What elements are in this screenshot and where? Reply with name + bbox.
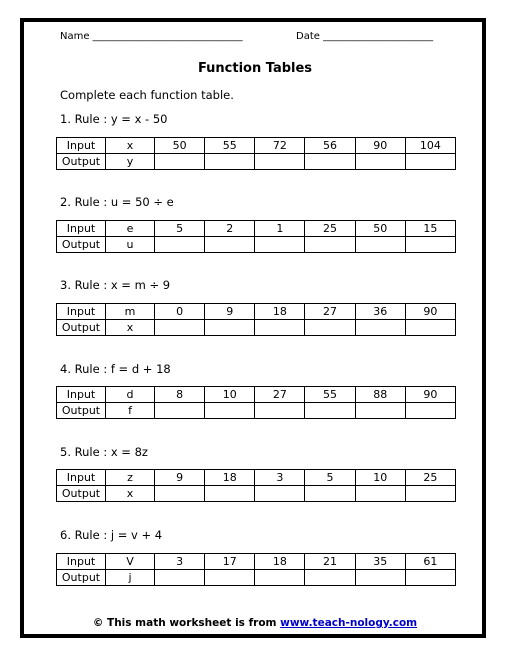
input-cell: 50	[155, 138, 205, 154]
output-cell[interactable]	[205, 570, 255, 586]
input-cell: 9	[205, 304, 255, 320]
input-row	[57, 387, 456, 403]
output-cell[interactable]	[355, 320, 405, 336]
footer-link[interactable]: www.teach-nology.com	[280, 617, 418, 629]
input-label: Input	[57, 221, 106, 237]
input-cell: 104	[405, 138, 455, 154]
output-cell[interactable]	[355, 154, 405, 170]
input-cell: 8	[155, 387, 205, 403]
input-cell: 10	[355, 470, 405, 486]
instructions: Complete each function table.	[60, 88, 234, 102]
input-variable: z	[106, 470, 155, 486]
rule-5: 5. Rule : x = 8z	[60, 445, 148, 459]
output-cell[interactable]	[405, 320, 455, 336]
input-cell: 3	[155, 554, 205, 570]
output-variable: x	[106, 320, 155, 336]
input-cell: 50	[355, 221, 405, 237]
output-cell[interactable]	[305, 154, 355, 170]
output-label: Output	[57, 403, 106, 419]
input-cell: 55	[205, 138, 255, 154]
output-cell[interactable]	[405, 570, 455, 586]
output-cell[interactable]	[305, 486, 355, 502]
input-cell: 90	[405, 387, 455, 403]
input-cell: 2	[205, 221, 255, 237]
input-row	[57, 221, 456, 237]
rule-3: 3. Rule : x = m ÷ 9	[60, 278, 171, 292]
input-cell: 90	[405, 304, 455, 320]
input-variable: x	[106, 138, 155, 154]
output-variable: x	[106, 486, 155, 502]
input-cell: 3	[255, 470, 305, 486]
input-cell: 25	[405, 470, 455, 486]
output-variable: u	[106, 237, 155, 253]
output-cell[interactable]	[205, 154, 255, 170]
input-row	[57, 304, 456, 320]
output-row	[57, 570, 456, 586]
output-cell[interactable]	[155, 154, 205, 170]
output-cell[interactable]	[305, 320, 355, 336]
output-cell[interactable]	[205, 403, 255, 419]
input-label: Input	[57, 304, 106, 320]
input-cell: 9	[155, 470, 205, 486]
input-cell: 35	[355, 554, 405, 570]
input-variable: d	[106, 387, 155, 403]
input-cell: 36	[355, 304, 405, 320]
name-field-label: Name ______________________________	[60, 31, 243, 42]
input-cell: 15	[405, 221, 455, 237]
output-variable: y	[106, 154, 155, 170]
rule-6: 6. Rule : j = v + 4	[60, 528, 163, 542]
output-cell[interactable]	[355, 403, 405, 419]
output-cell[interactable]	[255, 403, 305, 419]
input-cell: 72	[255, 138, 305, 154]
input-cell: 21	[305, 554, 355, 570]
output-cell[interactable]	[255, 486, 305, 502]
input-label: Input	[57, 387, 106, 403]
input-cell: 25	[305, 221, 355, 237]
input-cell: 17	[205, 554, 255, 570]
output-label: Output	[57, 320, 106, 336]
date-field-label: Date ______________________	[296, 31, 434, 42]
input-variable: e	[106, 221, 155, 237]
input-cell: 61	[405, 554, 455, 570]
output-row	[57, 154, 456, 170]
function-table-6	[56, 553, 456, 586]
footer-copyright: © This math worksheet is from	[92, 617, 281, 629]
output-cell[interactable]	[155, 486, 205, 502]
output-cell[interactable]	[155, 570, 205, 586]
footer	[0, 617, 510, 629]
output-cell[interactable]	[205, 320, 255, 336]
input-row	[57, 138, 456, 154]
input-cell: 88	[355, 387, 405, 403]
input-row	[57, 470, 456, 486]
input-cell: 5	[155, 221, 205, 237]
output-variable: j	[106, 570, 155, 586]
output-label: Output	[57, 570, 106, 586]
output-variable: f	[106, 403, 155, 419]
output-cell[interactable]	[305, 403, 355, 419]
output-cell[interactable]	[255, 154, 305, 170]
output-row	[57, 403, 456, 419]
output-label: Output	[57, 154, 106, 170]
output-row	[57, 237, 456, 253]
input-cell: 10	[205, 387, 255, 403]
input-cell: 0	[155, 304, 205, 320]
input-cell: 55	[305, 387, 355, 403]
input-row	[57, 554, 456, 570]
rule-1: 1. Rule : y = x - 50	[60, 112, 168, 126]
output-label: Output	[57, 486, 106, 502]
input-cell: 18	[205, 470, 255, 486]
input-variable: V	[106, 554, 155, 570]
worksheet-title: Function Tables	[197, 61, 313, 76]
input-cell: 18	[255, 554, 305, 570]
output-cell[interactable]	[155, 237, 205, 253]
input-variable: m	[106, 304, 155, 320]
function-table-3	[56, 303, 456, 336]
output-cell[interactable]	[305, 237, 355, 253]
output-cell[interactable]	[405, 237, 455, 253]
output-cell[interactable]	[255, 237, 305, 253]
input-cell: 18	[255, 304, 305, 320]
output-row	[57, 320, 456, 336]
input-cell: 27	[305, 304, 355, 320]
output-cell[interactable]	[355, 570, 405, 586]
input-cell: 90	[355, 138, 405, 154]
output-cell[interactable]	[205, 486, 255, 502]
output-cell[interactable]	[155, 403, 205, 419]
input-cell: 56	[305, 138, 355, 154]
input-cell: 5	[305, 470, 355, 486]
output-cell[interactable]	[355, 237, 405, 253]
input-label: Input	[57, 138, 106, 154]
output-cell[interactable]	[255, 320, 305, 336]
input-label: Input	[57, 470, 106, 486]
input-cell: 1	[255, 221, 305, 237]
output-cell[interactable]	[405, 154, 455, 170]
output-cell[interactable]	[305, 570, 355, 586]
output-cell[interactable]	[355, 486, 405, 502]
output-cell[interactable]	[205, 237, 255, 253]
output-cell[interactable]	[155, 320, 205, 336]
function-table-4	[56, 386, 456, 419]
input-cell: 27	[255, 387, 305, 403]
output-cell[interactable]	[405, 403, 455, 419]
output-row	[57, 486, 456, 502]
rule-2: 2. Rule : u = 50 ÷ e	[60, 195, 174, 209]
rule-4: 4. Rule : f = d + 18	[60, 362, 171, 376]
function-table-5	[56, 469, 456, 502]
function-table-2	[56, 220, 456, 253]
function-table-1	[56, 137, 456, 170]
output-cell[interactable]	[255, 570, 305, 586]
input-label: Input	[57, 554, 106, 570]
output-label: Output	[57, 237, 106, 253]
output-cell[interactable]	[405, 486, 455, 502]
